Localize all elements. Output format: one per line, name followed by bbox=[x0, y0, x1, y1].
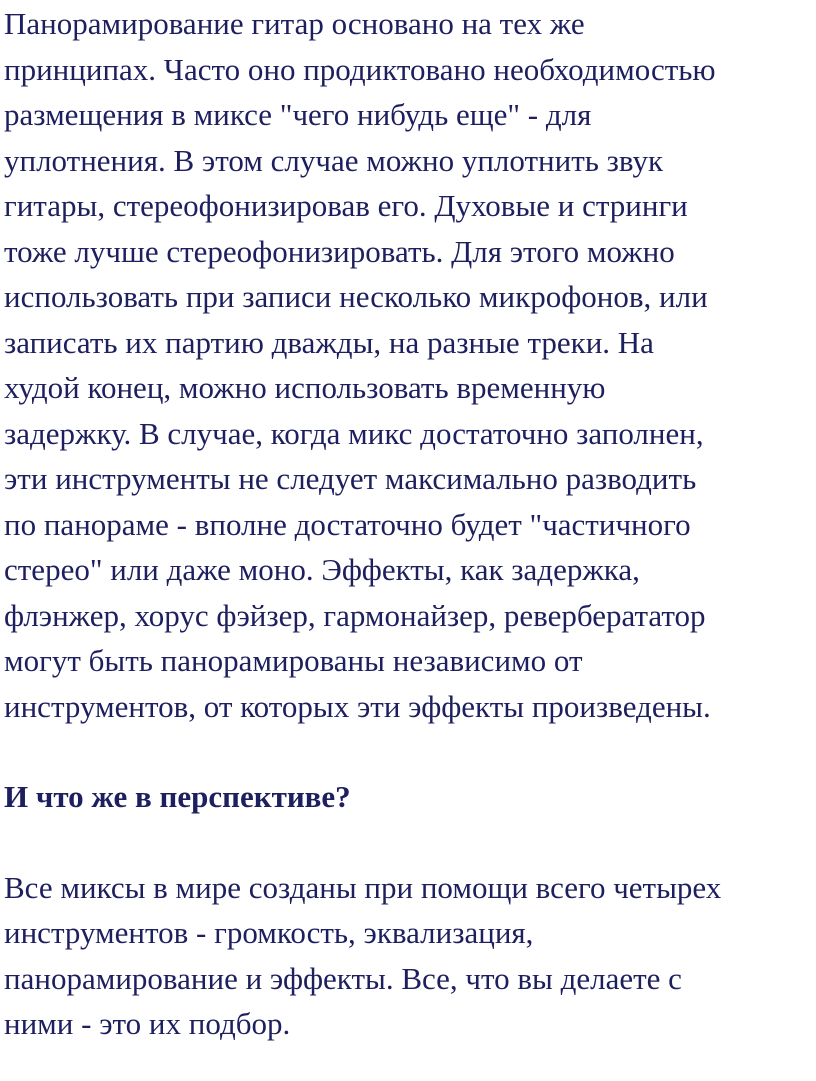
text-line: тоже лучше стереофонизировать. Для этого можно bbox=[4, 233, 675, 269]
text-line: Все миксы в мире созданы при помощи всего четырех bbox=[4, 869, 722, 905]
text-line: гитары, стереофонизировав его. Духовые и стринги bbox=[4, 188, 688, 223]
text-line: размещения в миксе "чего нибудь еще" - для bbox=[4, 97, 592, 132]
text-line: панорамирование и эффекты. Все, что вы делаете с bbox=[4, 960, 682, 996]
paragraph-panning bbox=[4, 1, 812, 729]
text-line: могут быть панорамированы независимо от bbox=[4, 643, 583, 678]
text-line: ними - это их подбор. bbox=[4, 1006, 291, 1041]
section-heading: И что же в перспективе? bbox=[4, 779, 351, 814]
paragraph-summary bbox=[4, 865, 812, 1047]
text-line: стерео" или даже моно. Эффекты, как задержка, bbox=[4, 552, 640, 587]
text-line: задержку. В случае, когда микс достаточно заполнен, bbox=[4, 415, 704, 451]
text-line: худой конец, можно использовать временную bbox=[4, 370, 606, 405]
text-line: записать их партию дважды, на разные треки. На bbox=[4, 324, 654, 360]
text-line: флэнжер, хорус фэйзер, гармонайзер, реверберататор bbox=[4, 597, 706, 633]
text-line: уплотнения. В этом случае можно уплотнить звук bbox=[4, 142, 664, 178]
text-line: использовать при записи несколько микрофонов, или bbox=[4, 279, 708, 314]
text-line: инструментов, от которых эти эффекты произведены. bbox=[4, 688, 711, 724]
text-line: Панорамирование гитар основано на тех же bbox=[4, 6, 585, 41]
text-line: по панораме - вполне достаточно будет "частичного bbox=[4, 506, 691, 542]
text-line: инструментов - громкость, эквализация, bbox=[4, 915, 534, 950]
text-line: принципах. Часто оно продиктовано необходимостью bbox=[4, 51, 716, 87]
document-page bbox=[4, 0, 812, 1047]
text-line: эти инструменты не следует максимально разводить bbox=[4, 461, 697, 496]
